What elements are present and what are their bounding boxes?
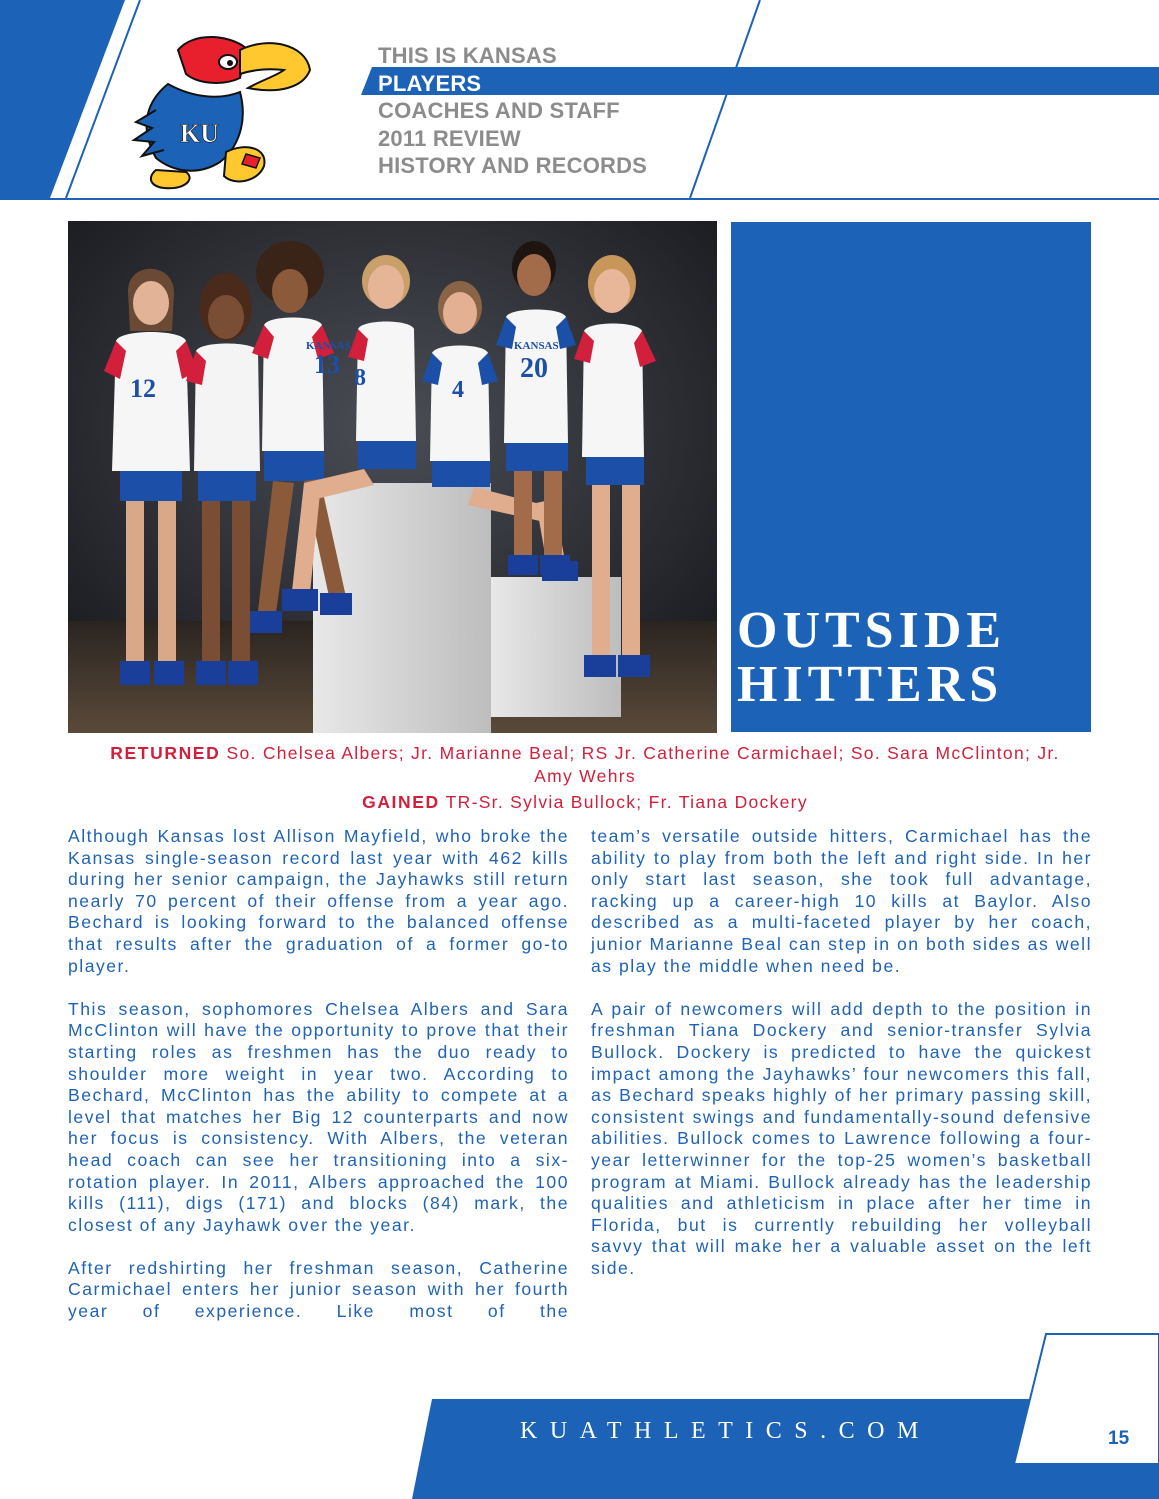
returned-line xyxy=(100,742,1070,788)
nav-item-history-and-records[interactable]: HISTORY AND RECORDS xyxy=(378,153,648,178)
returned-label: RETURNED xyxy=(110,743,221,763)
header-left-blue-block xyxy=(0,0,125,198)
section-title-panel xyxy=(731,222,1091,732)
nav-item-coaches-and-staff[interactable]: COACHES AND STAFF xyxy=(378,98,620,123)
team-photo xyxy=(68,221,717,733)
player-1-number: 12 xyxy=(130,374,156,403)
body-paragraph: This season, sophomores Chelsea Albers and Sara McClinton will have the opportunity to prove that their starting roles as freshmen has the duo ready to shoulder more weight in year two. According to Bechard, McClinton has the ability to compete at a level that matches her Big 12 counterparts and now her focus is consistency. With Albers, the veteran head coach can see her transitioning into a six-rotation player. In 2011, Albers approached the 100 kills (111), digs (171) and blocks (84) mark, the closest of any Jayhawk over the year. xyxy=(68,998,569,1235)
nav-item-this-is-kansas[interactable]: THIS IS KANSAS xyxy=(378,43,557,68)
player-3-jersey-text: KANSAS xyxy=(306,340,351,352)
nav-item-2011-review[interactable]: 2011 REVIEW xyxy=(378,125,521,151)
body-paragraph: A pair of newcomers will add depth to the position in freshman Tiana Dockery and senior-transfer Sylvia Bullock. Dockery is predicted to have the quickest impact among the Jayhawks’ four newcomers this fall, as Bechard speaks highly of her primary passing skill, consistent swings and fundamentally-sound defensive abilities. Bullock comes to Lawrence following a four-year letterwinner for the top-25 women’s basketball program at Miami. Bullock already has the leadership qualities and athleticism in place after her time in Florida, but is currently rebuilding her volleyball savvy that will make her a valuable asset on the left side. xyxy=(591,998,1092,1278)
gained-line xyxy=(100,791,1070,814)
section-title-line-2: HITTERS xyxy=(737,656,1004,713)
footer-graphics xyxy=(0,1330,1159,1499)
logo-ku-text: KU xyxy=(180,119,219,148)
jayhawk-logo-icon xyxy=(128,30,318,195)
header-divider-right xyxy=(690,0,760,198)
player-6-jersey-text: KANSAS xyxy=(514,340,559,352)
nav-item-players[interactable]: PLAYERS xyxy=(378,70,482,96)
body-column-right xyxy=(591,826,1092,1301)
player-6-number: 20 xyxy=(520,353,548,384)
footer-blue-bar xyxy=(412,1399,1060,1499)
section-title-line-1: OUTSIDE xyxy=(737,602,1007,659)
page-number: 15 xyxy=(1108,1428,1130,1449)
footer-website-link[interactable]: KUATHLETICS.COM xyxy=(520,1418,931,1444)
player-3-number: 13 xyxy=(314,350,340,379)
player-4-number: 8 xyxy=(354,365,366,391)
player-5-number: 4 xyxy=(452,377,464,403)
body-paragraph: team’s versatile outside hitters, Carmichael has the ability to play from both the left and right side. In her only start last season, she took full advantage, racking up a career-high 10 kills at Baylor. Also described as a multi-faceted player by her coach, junior Marianne Beal can step in on both sides as well as play the middle when need be. xyxy=(591,826,1092,976)
returned-text: So. Chelsea Albers; Jr. Marianne Beal; RS Jr. Catherine Carmichael; So. Sara McClinton; Jr. Amy Wehrs xyxy=(226,743,1060,786)
gained-label: GAINED xyxy=(362,792,440,812)
gained-text: TR-Sr. Sylvia Bullock; Fr. Tiana Dockery xyxy=(445,792,808,812)
body-column-left xyxy=(68,826,569,1344)
section-nav xyxy=(378,42,647,180)
section-title xyxy=(737,604,1006,712)
body-paragraph: After redshirting her freshman season, Catherine Carmichael enters her junior season with her fourth year of experience. Like most of the xyxy=(68,1257,569,1322)
body-paragraph: Although Kansas lost Allison Mayfield, who broke the Kansas single-season record last year with 462 kills during her senior campaign, the Jayhawks still return nearly 70 percent of their offense from a year ago. Bechard is looking forward to the balanced offense that results after the graduation of a former go-to player. xyxy=(68,826,569,976)
